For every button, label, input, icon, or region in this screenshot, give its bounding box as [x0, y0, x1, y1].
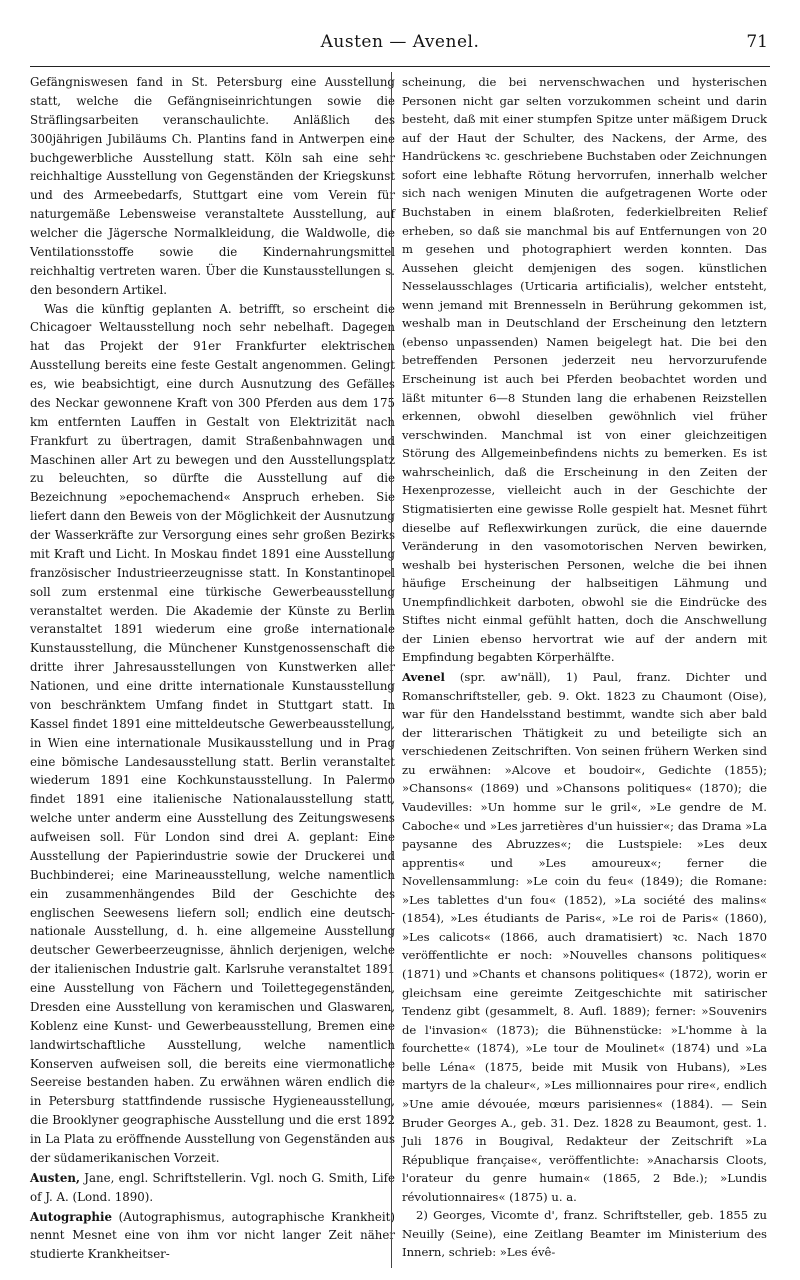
entry-text: Jane, engl. Schriftstellerin. Vgl. noch G. Smith, Life of J. A. (Lond. 1890). — [30, 1170, 395, 1204]
dictionary-entry-autographie — [30, 1208, 395, 1265]
column-separator — [391, 72, 392, 1268]
running-header — [30, 30, 770, 60]
dictionary-entry-austen — [30, 1169, 395, 1207]
headword: Autographie — [30, 1209, 112, 1224]
headword: Austen, — [30, 1170, 81, 1185]
paragraph: Gefängniswesen fand in St. Petersburg eine Ausstellung statt, welche die Gefängniseinrichtungen sowie die Sträflingsarbeiten veranschaulichte. Anläßlich des 300jährigen Jubiläums Ch. Plantins fand in Antwerpen eine buchgewerbliche Ausstellung statt. Köln sah eine sehr reichhaltige Ausstellung von Gegenständen der Kriegskunst und des Armeebedarfs, Stuttgart eine vom Verein für naturgemäße Lebensweise veranstaltete Ausstellung, auf welcher die Jägersche Normalkleidung, die Waldwolle, die Ventilationsstoffe sowie die Kindernahrungsmittel reichhaltig vertreten waren. Über die Kunstausstellungen s. den besondern Artikel. — [30, 75, 395, 297]
paragraph: Was die künftig geplanten A. betrifft, so erscheint die Chicagoer Weltausstellung noch sehr nebelhaft. Dagegen hat das Projekt der 91er Frankfurter elektrischen Ausstellung bereits eine feste Gestalt angenommen. Gelingt es, wie beabsichtigt, eine durch Ausnutzung des Gefälles des Neckar gewonnene Kraft von 300 Pferden aus dem 175 km entfernten Lauffen in Gestalt von Elektrizität nach Frankfurt zu übertragen, damit Straßenbahnwagen und Maschinen aller Art zu bewegen und den Ausstellungsplatz zu beleuchten, so dürfte die Ausstellung auf die Bezeichnung »epochemachend« Anspruch erheben. Sie liefert dann den Beweis von der Möglichkeit der Ausnutzung der Wasserkräfte zur Versorgung eines sehr großen Bezirks mit Kraft und Licht. In Moskau findet 1891 eine Ausstellung französischer Industrieerzeugnisse statt. In Konstantinopel soll zum erstenmal eine türkische Gewerbeausstellung veranstaltet werden. Die Akademie der Künste zu Berlin veranstaltet 1891 wiederum eine große internationale Kunstausstellung, die Münchener Kunstgenossenschaft die dritte ihrer Jahresausstellungen von Kunstwerken aller Nationen, und eine dritte internationale Kunstausstellung von beschränktem Umfang findet in Stuttgart statt. In Kassel findet 1891 eine mitteldeutsche Gewerbeausstellung, in Wien eine internationale Musikausstellung und in Prag eine bömische Landesausstellung statt. Berlin veranstaltet wiederum 1891 eine Kochkunstausstellung. In Palermo findet 1891 eine italienische Nationalausstellung statt, welche unter anderm eine Ausstellung des Zeitungswesens aufweisen soll. Für London sind drei A. geplant: Eine Ausstellung der Papierindustrie sowie der Druckerei und Buchbinderei; eine Marineausstellung, welche namentlich ein zusammenhängendes Bild der Geschichte des englischen Seewesens liefern soll; endlich eine deutsch-nationale Ausstellung, d. h. eine allgemeine Ausstellung deutscher Gewerbeerzeugnisse, ähnlich derjenigen, welche der italienischen Industrie galt. Karlsruhe veranstaltet 1891 eine Ausstellung von Fächern und Toilettegegenständen, Dresden eine Ausstellung von keramischen und Glaswaren, Koblenz eine Kunst- und Gewerbeausstellung, Bremen eine landwirtschaftliche Ausstellung, welche namentlich Konserven aufweisen soll, die bereits eine viermonatliche Seereise bestanden haben. Zu erwähnen wären endlich die in Petersburg stattfindende russische Hygieneausstellung, die Brooklyner geographische Ausstellung und die erst 1892 in La Plata zu eröffnende Ausstellung von Gegenständen aus der südamerikanischen Vorzeit. — [30, 301, 395, 1165]
right-column — [402, 72, 767, 1262]
entry-text: (Autographismus, autographische Krankheit) nennt Mesnet eine von ihm vor nicht langer Zeit näher studierte Krankheitser- — [30, 1209, 395, 1262]
left-column — [30, 72, 395, 1264]
dictionary-entry-avenel — [402, 668, 767, 1206]
entry-text: (spr. aw'näll), 1) Paul, franz. Dichter und Romanschriftsteller, geb. 9. Okt. 1823 zu Chaumont (Oise), war für den Handelsstand bestimmt, wandte sich aber bald der litterarischen Thätigkeit zu und beteiligte sich an verschiedenen Zeitschriften. Von seinen frühern Werken sind zu erwähnen: »Alcove et boudoir«, Gedichte (1855); »Chansons« (1869) und »Chansons politiques« (1870); die Vaudevilles: »Un homme sur le gril«, »Le gendre de M. Caboche« und »Les jarretières d'un huissier«; das Drama »La paysanne des Abruzzes«; die Lustspiele: »Les deux apprentis« und »Les amoureux«; ferner die Novellensammlung: »Le coin du feu« (1849); die Romane: »Les tablettes d'un fou« (1852), »La société des malins« (1854), »Les étudiants de Paris«, »Le roi de Paris« (1860), »Les calicots« (1866, auch dramatisiert) ꝛc. Nach 1870 veröffentlichte er noch: »Nouvelles chansons politiques« (1871) und »Chants et chansons politiques« (1872), worin er gleichsam eine gereimte Zeitgeschichte mit satirischer Tendenz gibt (gesammelt, 8. Aufl. 1889); ferner: »Souvenirs de l'invasion« (1873); die Bühnenstücke: »L'homme à la fourchette« (1874), »Le tour de Moulinet« (1874) und »La belle Léna« (1875, beide mit Musik von Hubans), »Les martyrs de la chaleur«, »Les millionnaires pour rire«, endlich »Une amie dévouée, mœurs parisiennes« (1884). — Sein Bruder Georges A., geb. 31. Dez. 1828 zu Beaumont, gest. 1. Juli 1876 in Bougival, Redakteur der Zeitschrift »La République française«, veröffentlichte: »Anacharsis Cloots, l'orateur du genre humain« (1865, 2 Bde.); »Lundis révolutionnaires« (1875) u. a. — [402, 670, 767, 1204]
headword: Avenel — [402, 670, 445, 684]
paragraph: 2) Georges, Vicomte d', franz. Schriftsteller, geb. 1855 zu Neuilly (Seine), eine Zeitlang Beamter im Ministerium des Innern, schrieb: »Les évê- — [402, 1208, 767, 1260]
page-number: 71 — [746, 32, 768, 52]
paragraph: scheinung, die bei nervenschwachen und hysterischen Personen nicht gar selten vorzukommen scheint und darin besteht, daß mit einer stumpfen Spitze unter mäßigem Druck auf der Haut der Schulter, des Nackens, der Arme, des Handrückens ꝛc. geschriebene Buchstaben oder Zeichnungen sofort eine lebhafte Rötung hervorrufen, innerhalb welcher sich nach wenigen Minuten die aufgetragenen Worte oder Buchstaben in einem blaßroten, federkielbreiten Relief erheben, so daß sie manchmal bis auf Entfernungen von 20 m gesehen und photographiert werden konnten. Das Aussehen gleicht demjenigen des sogen. künstlichen Nesselausschlages (Urticaria artificialis), welcher entsteht, wenn jemand mit Brennesseln in Berührung gekommen ist, weshalb man in Deutschland der Erscheinung den letztern (ebenso unpassenden) Namen beigelegt hat. Die bei den betreffenden Personen jederzeit neu hervorzurufende Erscheinung ist auch bei Pferden beobachtet worden und läßt mitunter 6—8 Stunden lang die erhabenen Reizstellen erkennen, obwohl dieselben gewöhnlich viel früher verschwinden. Manchmal ist von einer gleichzeitigen Störung des Allgemeinbefindens nichts zu bemerken. Es ist wahrscheinlich, daß die Erscheinung in den Zeiten der Hexenprozesse, vielleicht auch in der Geschichte der Stigmatisierten eine gewisse Rolle gespielt hat. Mesnet führt dieselbe auf Reflexwirkungen zurück, die eine dauernde Veränderung in den vasomotorischen Nerven bewirken, weshalb bei hysterischen Personen, welche die bei ihnen häufige Erscheinung der halbseitigen Lähmung und Unempfindlichkeit darboten, obwohl sie die Eindrücke des Stiftes nicht einmal gefühlt hatten, doch die Anschwellung der Linien ebenso hervortrat wie auf der andern mit Empfindung begabten Körperhälfte. — [402, 75, 767, 665]
running-title: Austen — Avenel. — [320, 32, 480, 52]
header-rule — [30, 66, 770, 67]
